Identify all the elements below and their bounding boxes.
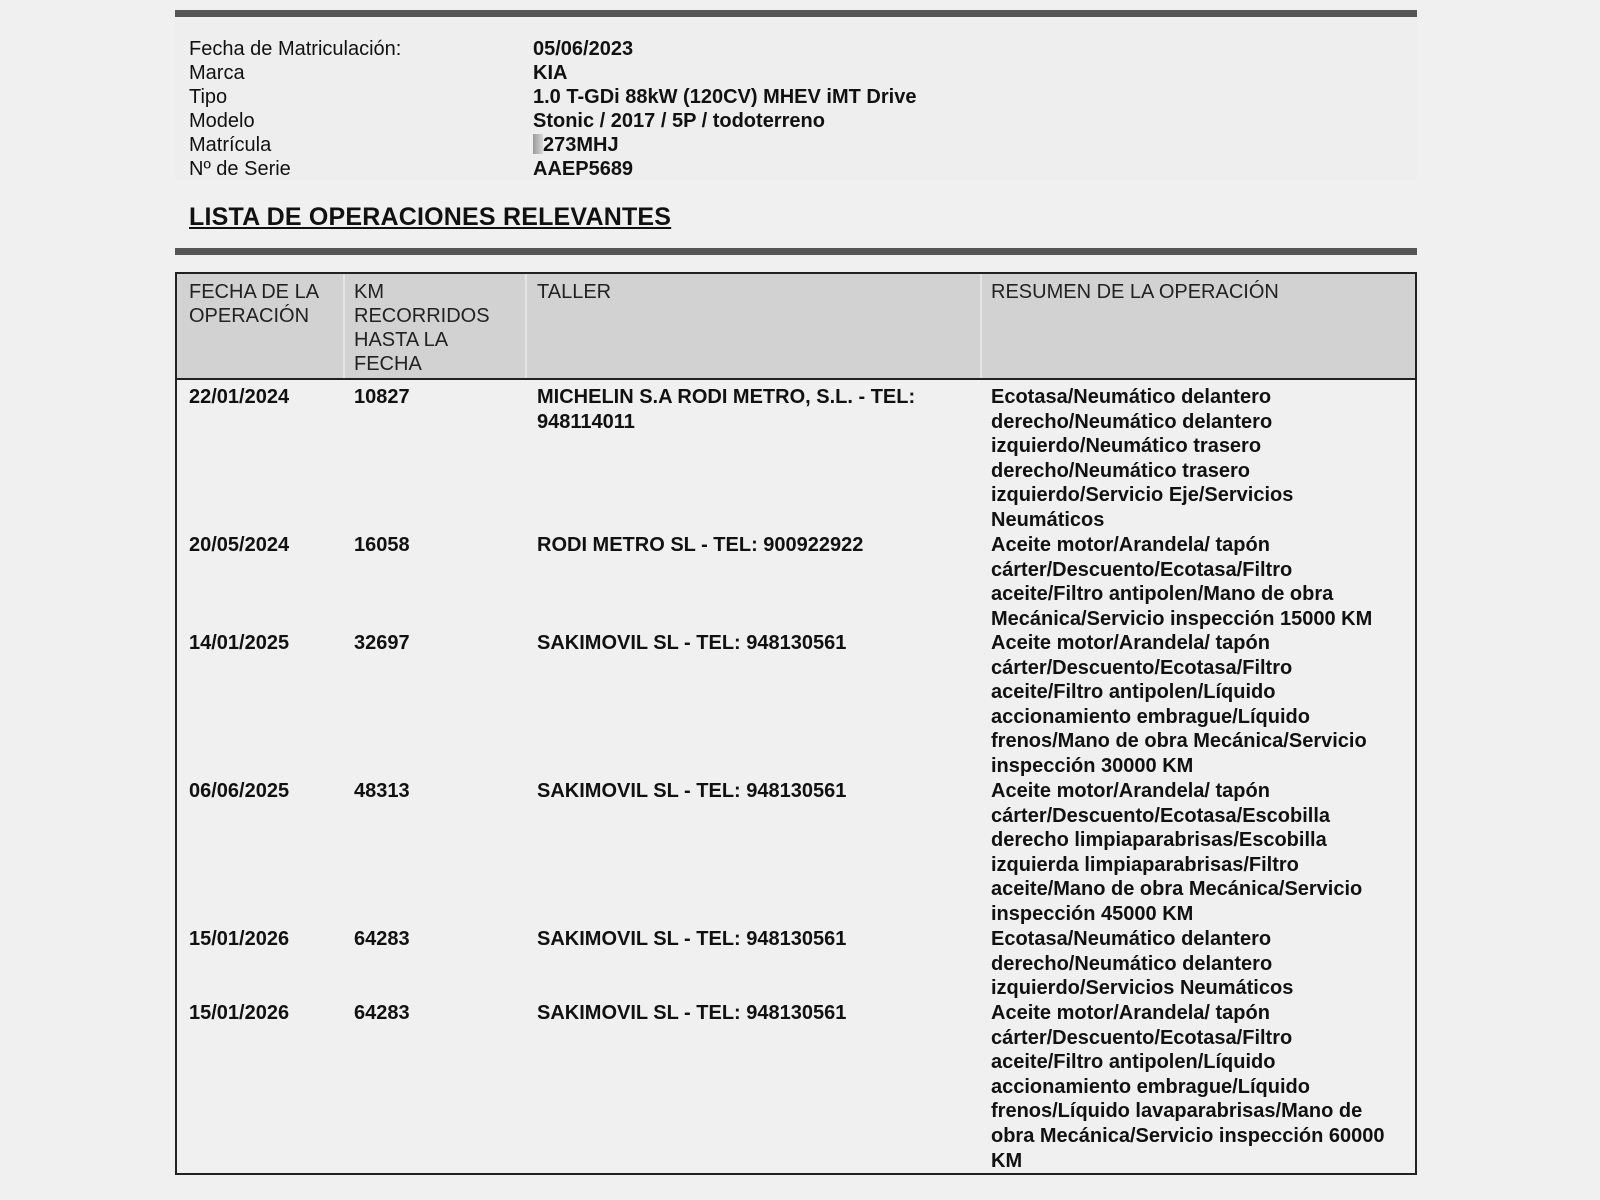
vehicle-label: Nº de Serie	[189, 158, 291, 180]
header-column-divider	[980, 274, 982, 378]
vehicle-label: Modelo	[189, 110, 255, 132]
vehicle-value: 1.0 T-GDi 88kW (120CV) MHEV iMT Drive	[533, 86, 917, 108]
vehicle-label: Matrícula	[189, 134, 272, 156]
plate-number: 273MHJ	[543, 134, 619, 156]
cell-shop: SAKIMOVIL SL - TEL: 948130561	[537, 1002, 847, 1024]
section-title: LISTA DE OPERACIONES RELEVANTES	[189, 203, 672, 231]
header-column-divider	[525, 274, 527, 378]
cell-date: 22/01/2024	[189, 386, 290, 408]
cell-shop: SAKIMOVIL SL - TEL: 948130561	[537, 632, 847, 654]
plate-redaction-mark	[533, 134, 543, 154]
cell-summary: Aceite motor/Arandela/ tapón cárter/Descuento/Ecotasa/Filtro aceite/Filtro antipolen/Mano de obra Mecánica/Servicio inspección 15000 KM	[991, 534, 1373, 630]
table-header	[177, 274, 1415, 380]
header-shop: TALLER	[537, 281, 612, 303]
cell-km: 64283	[354, 928, 410, 950]
cell-shop: RODI METRO SL - TEL: 900922922	[537, 534, 864, 556]
vehicle-value: Stonic / 2017 / 5P / todoterreno	[533, 110, 825, 132]
cell-summary: Aceite motor/Arandela/ tapón cárter/Descuento/Ecotasa/Filtro aceite/Filtro antipolen/Líquido accionamiento embrague/Líquido frenos/Líquido lavaparabrisas/Mano de obra Mecánica/Servicio inspección 60000 KM	[991, 1002, 1385, 1172]
vehicle-value: AAEP5689	[533, 158, 634, 180]
cell-shop: SAKIMOVIL SL - TEL: 948130561	[537, 780, 847, 802]
cell-shop: MICHELIN S.A RODI METRO, S.L. - TEL: 948114011	[537, 386, 916, 433]
vehicle-info-panel	[175, 17, 1417, 180]
header-summary: RESUMEN DE LA OPERACIÓN	[991, 281, 1279, 303]
top-divider-bar	[175, 10, 1417, 17]
cell-km: 16058	[354, 534, 410, 556]
cell-km: 48313	[354, 780, 410, 802]
operations-table	[175, 272, 1417, 1175]
cell-summary: Aceite motor/Arandela/ tapón cárter/Descuento/Ecotasa/Escobilla derecho limpiaparabrisas/Escobilla izquierda limpiaparabrisas/Filtro aceite/Mano de obra Mecánica/Servicio inspección 45000 KM	[991, 780, 1363, 925]
cell-date: 15/01/2026	[189, 928, 290, 950]
cell-summary: Ecotasa/Neumático delantero derecho/Neumático delantero izquierdo/Servicios Neumáticos	[991, 928, 1294, 1000]
section-divider-bar	[175, 248, 1417, 255]
vehicle-label: Fecha de Matriculación:	[189, 38, 402, 60]
cell-date: 20/05/2024	[189, 534, 290, 556]
cell-summary: Ecotasa/Neumático delantero derecho/Neumático delantero izquierdo/Neumático trasero derecho/Neumático trasero izquierdo/Servicio Eje/Servicios Neumáticos	[991, 386, 1294, 531]
cell-date: 14/01/2025	[189, 632, 290, 654]
cell-summary: Aceite motor/Arandela/ tapón cárter/Descuento/Ecotasa/Filtro aceite/Filtro antipolen/Líquido accionamiento embrague/Líquido frenos/Mano de obra Mecánica/Servicio inspección 30000 KM	[991, 632, 1367, 777]
vehicle-value: 05/06/2023	[533, 38, 634, 60]
cell-km: 64283	[354, 1002, 410, 1024]
vehicle-value: KIA	[533, 62, 568, 84]
vehicle-label: Marca	[189, 62, 245, 84]
cell-km: 10827	[354, 386, 410, 408]
vehicle-value	[533, 133, 619, 157]
cell-km: 32697	[354, 632, 410, 654]
cell-shop: SAKIMOVIL SL - TEL: 948130561	[537, 928, 847, 950]
vehicle-label: Tipo	[189, 86, 228, 108]
header-column-divider	[343, 274, 345, 378]
cell-date: 15/01/2026	[189, 1002, 290, 1024]
header-km: KM RECORRIDOS HASTA LA FECHA	[354, 281, 490, 375]
header-date: FECHA DE LA OPERACIÓN	[189, 281, 318, 327]
cell-date: 06/06/2025	[189, 780, 290, 802]
